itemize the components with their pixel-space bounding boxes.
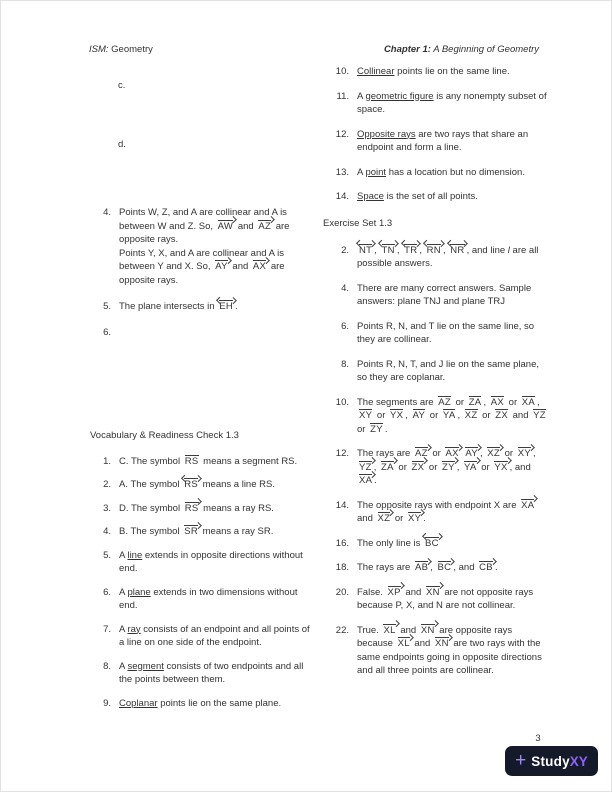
seg-notation: ZX [495, 410, 508, 421]
item-number: 6. [103, 586, 111, 598]
item-number: 22. [335, 624, 349, 636]
ray-notation: XN [425, 586, 440, 598]
item-text: The rays are AZ or AX AY , XZ or XY , YZ , ZA or ZX or ZY , YA or YX , and XA . [357, 448, 536, 486]
solution-item [89, 300, 313, 314]
underlined-term: Space [357, 191, 384, 202]
vocab-item [89, 623, 313, 650]
item-number: 12. [335, 448, 349, 459]
item-text: The opposite rays with endpoint X are XA and XZ or XY . [357, 499, 535, 524]
item-number: 14. [335, 191, 349, 202]
item-number: 5. [103, 301, 111, 312]
vocab-item [323, 166, 549, 180]
vocab-item [89, 660, 313, 687]
item-number: 8. [341, 358, 349, 370]
vocab-item [323, 65, 549, 79]
ray-notation: AZ [414, 448, 428, 459]
section-title-vocabulary: Vocabulary & Readiness Check 1.3 [90, 429, 239, 441]
ray-notation: XZ [487, 448, 500, 459]
item-number: 9. [103, 697, 111, 709]
item-number: 11. [336, 90, 349, 102]
header-left-italic: ISM: [89, 44, 109, 55]
line-notation: BC [425, 537, 439, 549]
item-number: 6. [103, 326, 111, 338]
seg-notation: YX [390, 410, 404, 421]
ray-notation: XN [420, 624, 435, 636]
underlined-term: line [127, 549, 143, 561]
vocab-item [89, 502, 313, 516]
line-notation: EH [219, 300, 233, 312]
item-text: A segment consists of two endpoints and all the points between them. [119, 660, 304, 685]
italic-term: l [507, 244, 510, 256]
underlined-term: plane [127, 586, 151, 598]
seg-notation: ZY [370, 423, 383, 435]
vocab-item [323, 128, 549, 155]
line-notation: NR [450, 244, 464, 256]
vocabulary-list-right [323, 65, 549, 204]
item-number: 18. [335, 562, 349, 573]
item-number: 2. [103, 479, 111, 490]
ray-notation: AX [445, 448, 459, 459]
item-text: A. The symbol RS means a line RS. [119, 478, 313, 492]
figure-label-d: d. [118, 139, 126, 150]
page-header [89, 43, 539, 56]
seg-notation: ZA [468, 396, 482, 408]
item-number: 12. [335, 128, 349, 140]
exercise-list [323, 244, 549, 678]
vocab-item [323, 190, 549, 204]
header-left [89, 43, 153, 56]
ray-notation: ZA [381, 461, 394, 473]
item-text: C. The symbol RS means a segment RS. [119, 455, 298, 467]
ray-notation: XZ [377, 513, 391, 524]
underlined-term: Opposite rays [357, 128, 416, 140]
item-text: Points R, N, and T lie on the same line, so they are collinear. [357, 320, 535, 345]
vocab-item [89, 455, 313, 469]
ray-notation: AB [414, 562, 429, 573]
ray-notation: AY [215, 261, 228, 272]
item-number: 2. [341, 244, 349, 256]
exercise-item [323, 537, 549, 551]
exercise-item [323, 358, 549, 385]
ray-notation: ZY [442, 461, 455, 473]
logo-text-xy: XY [569, 753, 588, 769]
ray-notation: CB [479, 562, 493, 573]
line-notation: RN [427, 244, 441, 256]
ray-notation: XL [397, 638, 410, 649]
ray-notation: XL [383, 624, 396, 636]
item-text: NT , TN , TR , RN , NR , and line l are all possible answers. [357, 244, 549, 271]
header-left-regular: Geometry [108, 44, 153, 55]
exercise-item [323, 396, 549, 437]
exercise-item [323, 244, 549, 271]
item-text: The only line is BC [357, 537, 549, 551]
line-notation: TR [404, 244, 417, 256]
item-number: 6. [341, 320, 349, 332]
item-number: 3. [103, 502, 111, 514]
item-number: 4. [341, 282, 349, 294]
item-number: 5. [103, 549, 111, 561]
item-text: The plane intersects in EH . [119, 300, 313, 314]
item-text: A line extends in opposite directions without end. [119, 549, 303, 574]
ray-notation: YA [464, 461, 477, 473]
seg-notation: AX [490, 396, 505, 408]
item-number: 1. [103, 455, 111, 467]
exercise-item [323, 586, 549, 613]
section-title-exercise-set: Exercise Set 1.3 [323, 217, 393, 229]
ray-notation: XA [359, 475, 373, 486]
item-number: 7. [103, 623, 111, 635]
ray-notation: AZ [258, 220, 272, 232]
underlined-term: Coplanar [119, 697, 158, 709]
vocab-item [323, 90, 549, 117]
item-text: The rays are AB , BC , and CB . [357, 562, 498, 573]
right-column [323, 65, 549, 689]
item-number: 16. [335, 537, 349, 549]
item-text: A plane extends in two dimensions without end. [119, 586, 298, 611]
vocab-item [89, 525, 313, 539]
seg-notation: AZ [438, 396, 451, 408]
figure-label-c: c. [118, 80, 126, 91]
underlined-term: segment [127, 660, 164, 672]
ray-notation: SR [184, 526, 198, 537]
item-text: A point has a location but no dimension. [357, 166, 525, 178]
item-number: 20. [335, 586, 349, 598]
seg-notation: YZ [533, 410, 546, 421]
ray-notation: AW [217, 220, 234, 232]
solution-item [89, 326, 313, 339]
vocab-item [89, 478, 313, 492]
item-number: 13. [335, 166, 349, 178]
ray-notation: XY [517, 448, 531, 459]
item-text: Space is the set of all points. [357, 191, 478, 202]
underlined-term: geometric figure [365, 90, 434, 102]
ray-notation: AY [465, 448, 478, 459]
vocab-item [89, 697, 313, 711]
ray-notation: BC [437, 562, 452, 573]
vocabulary-list-left [89, 455, 313, 711]
item-text: A ray consists of an endpoint and all points of a line on one side of the endpoint. [119, 623, 310, 648]
vocab-item [89, 549, 313, 576]
exercise-item [323, 320, 549, 347]
exercise-item [323, 499, 549, 526]
seg-notation: RS [184, 455, 199, 467]
line-notation: NT [359, 244, 372, 256]
exercise-item [323, 282, 549, 309]
vocab-item [89, 586, 313, 613]
page-number: 3 [535, 733, 541, 744]
item-text: There are many correct answers. Sample answers: plane TNJ and plane TRJ [357, 282, 532, 307]
seg-notation: XA [521, 396, 536, 408]
item-number: 10. [335, 396, 349, 408]
item-text: Points W, Z, and A are collinear and A is between W and Z. So, AW and AZ are opposite rays. Points Y, X, and A are collinear and A is between Y and X. So, AY and AX are opposite rays. [119, 207, 290, 286]
item-text: A geometric figure is any nonempty subset of space. [357, 90, 547, 115]
exercise-item [323, 447, 549, 488]
seg-notation: YA [442, 410, 456, 421]
item-text: Opposite rays are two rays that share an endpoint and form a line. [357, 128, 529, 153]
header-chapter-title: A Beginning of Geometry [430, 44, 539, 55]
left-column [89, 71, 313, 720]
header-chapter-label: Chapter 1: [383, 44, 431, 55]
ray-notation: RS [184, 502, 199, 514]
ray-notation: XP [387, 586, 401, 598]
item-number: 10. [335, 66, 349, 77]
seg-notation: AY [412, 410, 426, 421]
seg-notation: XZ [464, 410, 478, 421]
item-text: B. The symbol SR means a ray SR. [119, 526, 274, 537]
ray-notation: ZX [411, 461, 425, 473]
solution-list [89, 206, 313, 339]
logo-text-study: Study [531, 753, 570, 769]
ray-notation: YX [494, 461, 508, 473]
item-number: 14. [335, 499, 349, 511]
item-text: D. The symbol RS means a ray RS. [119, 502, 274, 514]
solution-item [89, 206, 313, 287]
plus-icon: + [515, 749, 527, 771]
underlined-term: Collinear [357, 66, 395, 77]
line-notation: RS [184, 478, 198, 490]
header-right [384, 43, 539, 56]
item-text: True. XL and XN are opposite rays because XL and XN are two rays with the same endpoints going in opposite directions and all three points are collinear. [357, 624, 542, 676]
underlined-term: ray [127, 623, 141, 635]
item-text: Coplanar points lie on the same plane. [119, 697, 282, 709]
underlined-term: point [365, 166, 387, 178]
ray-notation: YZ [359, 461, 372, 473]
item-text: The segments are AZ or ZA , AX or XA , XY or YX , AY or YA , XZ or ZX and YZ or ZY . [357, 396, 546, 435]
studyxy-logo-badge [505, 746, 598, 776]
item-text: False. XP and XN are not opposite rays because P, X, and N are not collinear. [357, 586, 534, 611]
item-text: Collinear points lie on the same line. [357, 66, 510, 77]
item-text: Points R, N, T, and J lie on the same plane, so they are coplanar. [357, 358, 540, 383]
item-number: 4. [103, 207, 111, 218]
exercise-item [323, 624, 549, 678]
item-number: 4. [103, 526, 111, 537]
ray-notation: AX [252, 261, 267, 272]
ray-notation: XY [407, 513, 422, 524]
line-notation: TN [382, 244, 395, 256]
ray-notation: XN [434, 638, 449, 649]
ray-notation: XA [521, 499, 535, 511]
item-number: 8. [103, 660, 111, 672]
exercise-item [323, 561, 549, 575]
seg-notation: XY [359, 410, 373, 421]
